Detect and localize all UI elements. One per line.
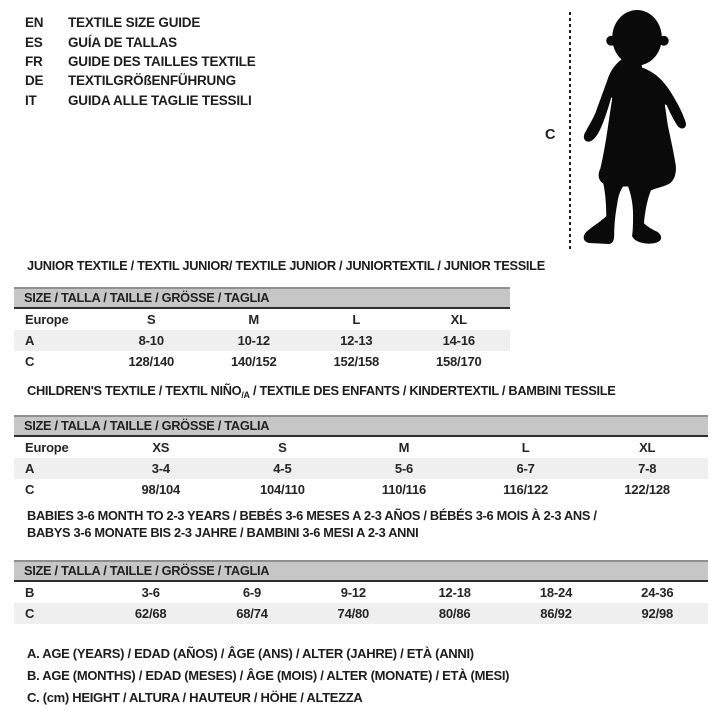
height-cell: 80/86 (438, 606, 471, 621)
language-title: GUIDE DES TAILLES TEXTILE (68, 53, 256, 69)
age-cell: 8-10 (138, 333, 164, 348)
height-cell: 116/122 (503, 482, 549, 497)
age-cell: 5-6 (394, 461, 414, 476)
table-row-europe (14, 437, 708, 458)
row-label: A (25, 333, 35, 348)
months-cell: 9-12 (340, 585, 366, 600)
months-cell: 3-6 (141, 585, 160, 600)
height-cell: 152/158 (333, 354, 380, 369)
height-cell: 68/74 (236, 606, 268, 621)
toddler-silhouette-icon (578, 8, 698, 248)
babies-size-table (14, 560, 708, 624)
height-cell: 74/80 (337, 606, 370, 621)
section-title-children-pre: CHILDREN'S TEXTILE / TEXTIL NIÑO (27, 383, 242, 398)
footnote-age-years: A. AGE (YEARS) / EDAD (AÑOS) / ÂGE (ANS) / ALTER (JAHRE) / ETÀ (ANNI) (27, 646, 474, 661)
row-label: Europe (25, 440, 69, 455)
height-cell: 122/128 (624, 482, 670, 497)
language-row-it (25, 91, 256, 110)
age-cell: 7-8 (638, 461, 657, 476)
language-title: TEXTILGRÖßENFÜHRUNG (68, 73, 236, 89)
height-cell: 62/68 (134, 606, 167, 621)
size-cell: S (147, 312, 156, 327)
row-label: C (25, 482, 35, 497)
section-title-junior: JUNIOR TEXTILE / TEXTIL JUNIOR/ TEXTILE JUNIOR / JUNIORTEXTIL / JUNIOR TESSILE (27, 258, 545, 273)
age-cell: 12-13 (340, 333, 373, 348)
months-cell: 18-24 (539, 585, 573, 600)
table-row-height (14, 479, 708, 500)
row-label: C (25, 354, 35, 369)
size-header-band: SIZE / TALLA / TAILLE / GRÖSSE / TAGLIA (14, 415, 708, 437)
row-label: Europe (25, 312, 69, 327)
height-cell: 110/116 (381, 482, 427, 497)
language-row-fr (25, 52, 256, 71)
language-row-de (25, 71, 256, 90)
section-title-children (27, 383, 616, 400)
size-header-band: SIZE / TALLA / TAILLE / GRÖSSE / TAGLIA (14, 560, 708, 582)
months-cell: 12-18 (438, 585, 471, 600)
months-cell: 6-9 (242, 585, 262, 600)
size-cell: XL (639, 440, 656, 455)
size-cell: L (521, 440, 530, 455)
height-measure-label: C (545, 127, 556, 143)
size-header-band: SIZE / TALLA / TAILLE / GRÖSSE / TAGLIA (14, 287, 510, 309)
language-row-es (25, 32, 256, 51)
size-cell: S (278, 440, 287, 455)
age-cell: 10-12 (237, 333, 270, 348)
age-cell: 3-4 (151, 461, 170, 476)
table-row-age (14, 330, 510, 351)
section-title-children-sub: /A (241, 390, 250, 400)
height-cell: 140/152 (230, 354, 277, 369)
language-title: GUÍA DE TALLAS (68, 34, 177, 50)
section-title-babies-line2: BABYS 3-6 MONATE BIS 2-3 JAHRE / BAMBINI 3-6 MESI A 2-3 ANNI (27, 525, 419, 540)
row-label: C (25, 606, 35, 621)
height-cell: 104/110 (259, 482, 305, 497)
size-cell: XL (450, 312, 467, 327)
footnote-height-cm: C. (cm) HEIGHT / ALTURA / HAUTEUR / HÖHE / ALTEZZA (27, 690, 363, 705)
language-code: IT (25, 92, 37, 108)
section-title-babies-line1: BABIES 3-6 MONTH TO 2-3 YEARS / BEBÉS 3-6 MESES A 2-3 AÑOS / BÉBÉS 3-6 MOIS À 2-3 ANS / (27, 508, 597, 523)
language-title: TEXTILE SIZE GUIDE (68, 15, 201, 31)
language-title: GUIDA ALLE TAGLIE TESSILI (68, 92, 252, 108)
language-code: ES (25, 34, 43, 50)
language-code: FR (25, 53, 43, 69)
footnote-age-months: B. AGE (MONTHS) / EDAD (MESES) / ÂGE (MOIS) / ALTER (MONATE) / ETÀ (MESI) (27, 668, 510, 683)
row-label: B (25, 585, 35, 600)
table-row-months (14, 582, 708, 603)
size-cell: M (398, 440, 410, 455)
size-cell: L (352, 312, 361, 327)
junior-size-table (14, 287, 510, 372)
children-size-table (14, 415, 708, 500)
section-title-babies (27, 507, 597, 541)
size-cell: M (248, 312, 260, 327)
language-list (25, 13, 256, 110)
height-measure-dotted-line (569, 12, 571, 249)
height-cell: 158/170 (435, 354, 482, 369)
language-code: EN (25, 15, 44, 31)
row-label: A (25, 461, 35, 476)
section-title-children-post: / TEXTILE DES ENFANTS / KINDERTEXTIL / BAMBINI TESSILE (249, 383, 616, 398)
table-row-height (14, 351, 510, 372)
age-cell: 4-5 (273, 461, 292, 476)
size-cell: XS (152, 440, 170, 455)
height-cell: 98/104 (141, 482, 181, 497)
table-row-europe (14, 309, 510, 330)
table-row-height (14, 603, 708, 624)
age-cell: 6-7 (516, 461, 535, 476)
language-code: DE (25, 73, 44, 89)
height-cell: 86/92 (540, 606, 572, 621)
height-cell: 128/140 (128, 354, 175, 369)
language-row-en (25, 13, 256, 32)
age-cell: 14-16 (442, 333, 475, 348)
months-cell: 24-36 (641, 585, 674, 600)
height-cell: 92/98 (641, 606, 674, 621)
table-row-age (14, 458, 708, 479)
